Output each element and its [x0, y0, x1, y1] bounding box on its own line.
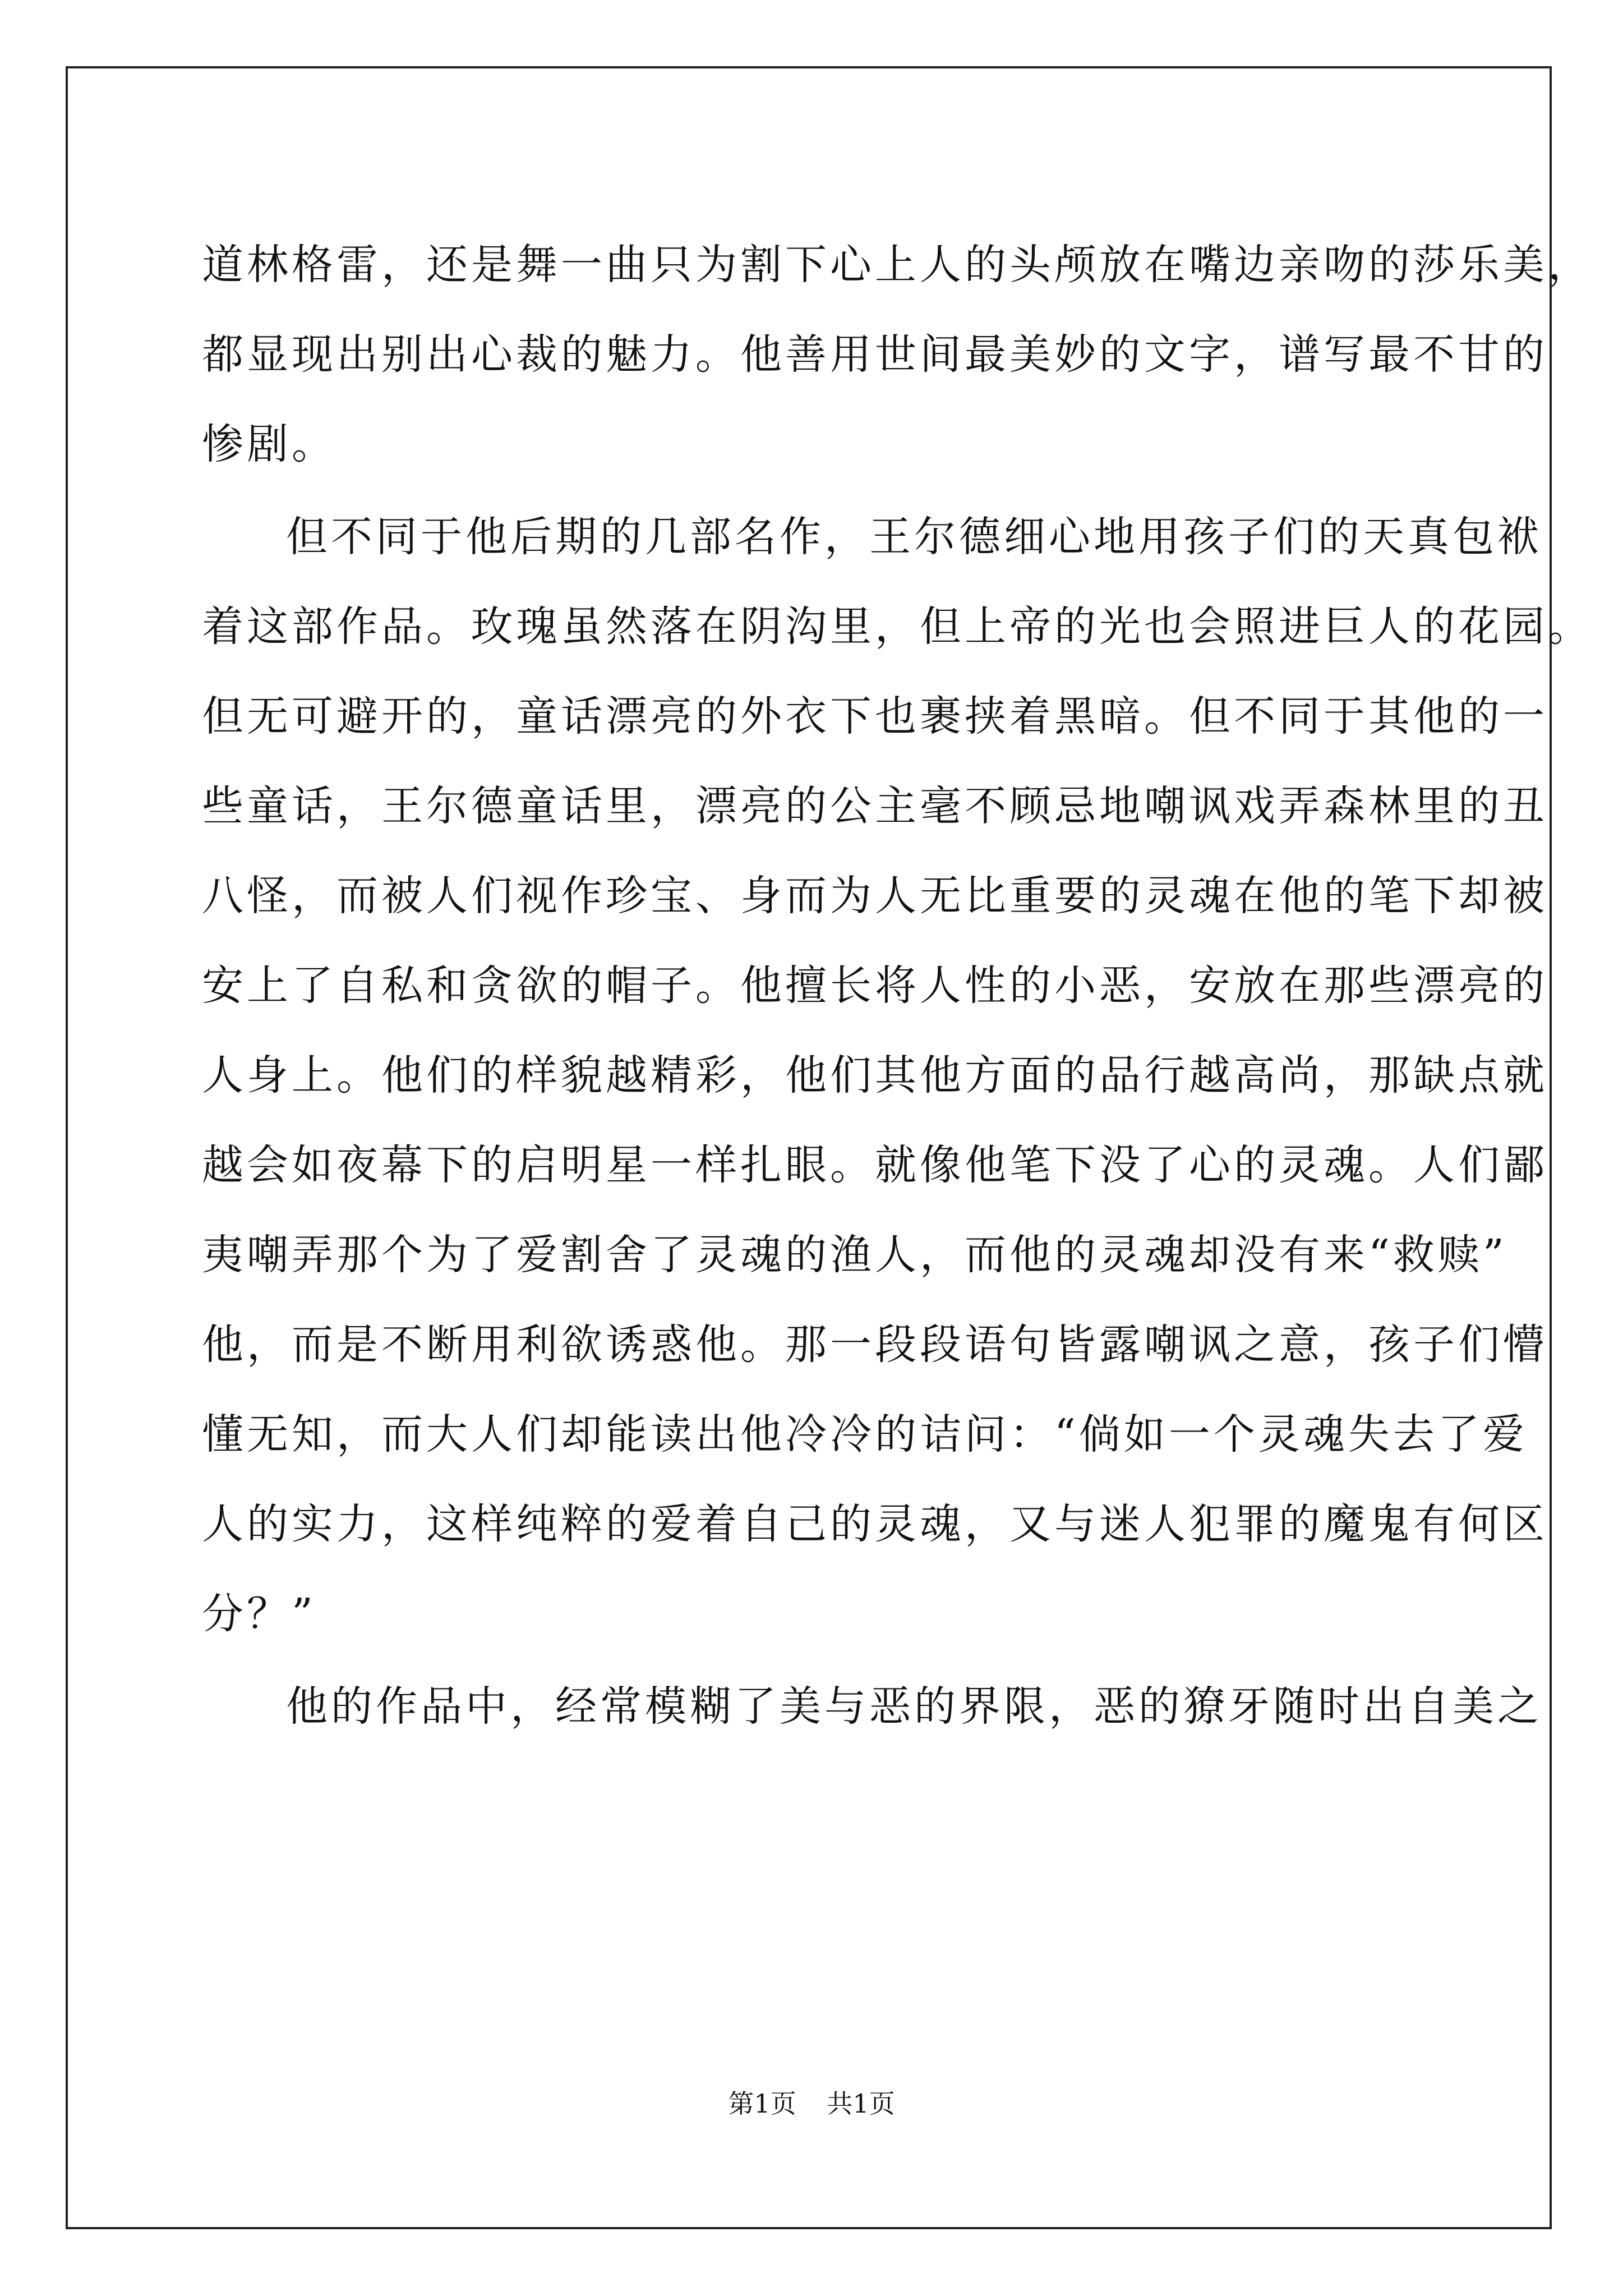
text-line: 但无可避开的，童话漂亮的外衣下也裹挟着黑暗。但不同于其他的一 — [202, 692, 1548, 740]
paragraph-first-line: 他的作品中，经常模糊了美与恶的界限，恶的獠牙随时出自美之 — [286, 1682, 1542, 1731]
page-footer — [0, 2087, 1623, 2120]
text-line: 惨剧。 — [202, 420, 336, 468]
text-line: 些童话，王尔德童话里，漂亮的公主毫不顾忌地嘲讽戏弄森林里的丑 — [202, 782, 1548, 830]
paragraph-first-line: 但不同于他后期的几部名作，王尔德细心地用孩子们的天真包袱 — [286, 513, 1542, 561]
text-line: 越会如夜幕下的启明星一样扎眼。就像他笔下没了心的灵魂。人们鄙 — [202, 1141, 1548, 1189]
text-line: 八怪，而被人们视作珍宝、身而为人无比重要的灵魂在他的笔下却被 — [202, 872, 1548, 920]
text-line: 道林格雷，还是舞一曲只为割下心上人的头颅放在嘴边亲吻的莎乐美， — [202, 241, 1593, 289]
text-line: 懂无知，而大人们却能读出他冷冷的诘问：“倘如一个灵魂失去了爱 — [202, 1410, 1528, 1458]
text-line: 着这部作品。玫瑰虽然落在阴沟里，但上帝的光也会照进巨人的花园。 — [202, 602, 1593, 651]
text-line: 人的实力，这样纯粹的爱着自己的灵魂，又与迷人犯罪的魔鬼有何区 — [202, 1500, 1548, 1548]
page-number: 第1页 — [728, 2088, 796, 2119]
text-line: 他，而是不断用利欲诱惑他。那一段段语句皆露嘲讽之意，孩子们懵 — [202, 1320, 1548, 1369]
text-line: 都显现出别出心裁的魅力。他善用世间最美妙的文字，谱写最不甘的 — [202, 330, 1548, 379]
text-line: 夷嘲弄那个为了爱割舍了灵魂的渔人，而他的灵魂却没有来“救赎” — [202, 1231, 1507, 1279]
page-count: 共1页 — [827, 2088, 895, 2119]
text-line: 人身上。他们的样貌越精彩，他们其他方面的品行越高尚，那缺点就 — [202, 1051, 1548, 1099]
text-line: 安上了自私和贪欲的帽子。他擅长将人性的小恶，安放在那些漂亮的 — [202, 961, 1548, 1010]
text-line: 分？” — [202, 1590, 316, 1638]
